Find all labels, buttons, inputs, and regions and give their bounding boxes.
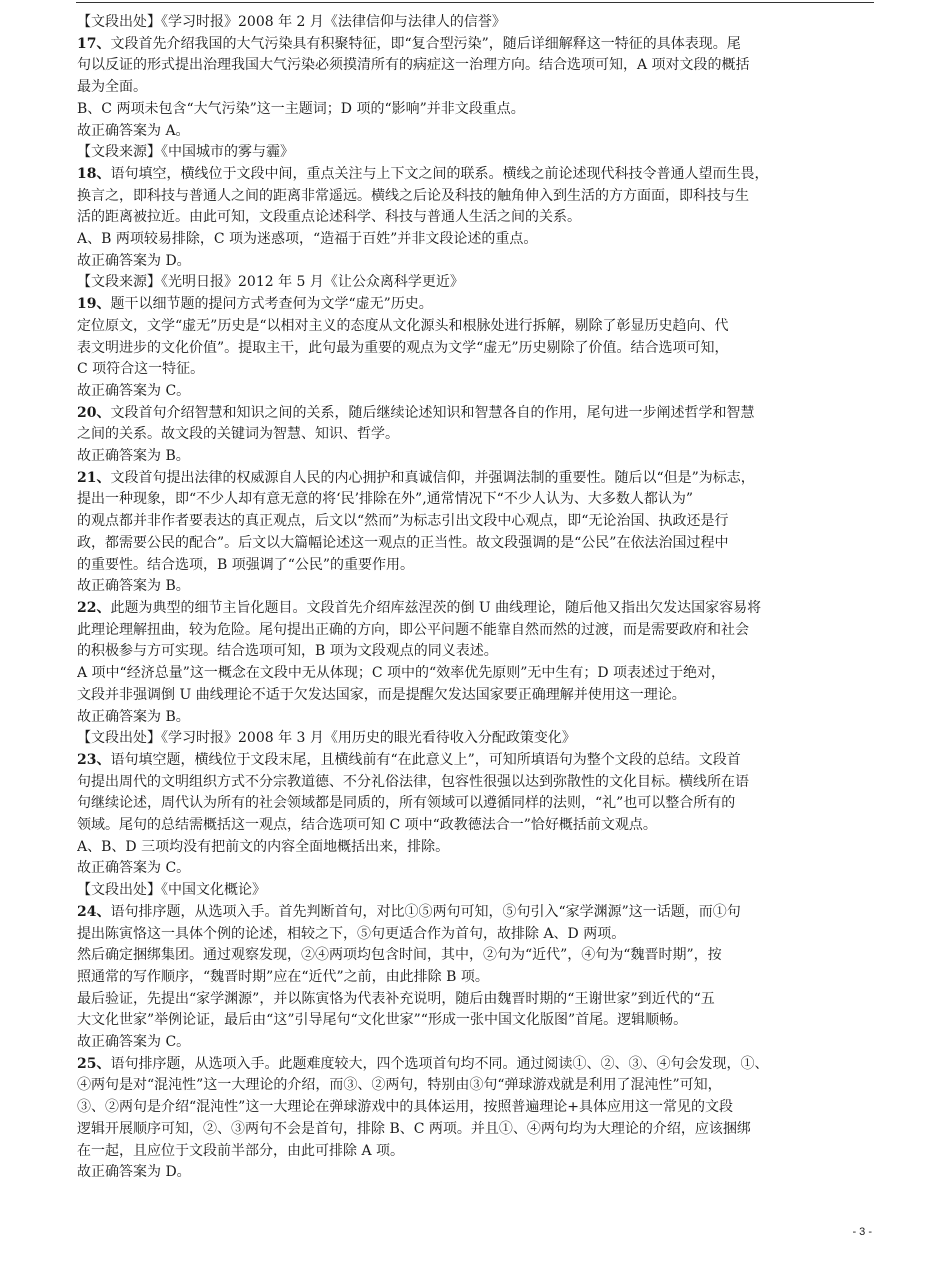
question-number: 22、: [77, 599, 111, 616]
text-line: 【文段来源】《光明日报》2012 年 5 月《让公众离科学更近》: [77, 274, 464, 291]
text-line: [77, 294, 875, 316]
text-line: [77, 164, 875, 186]
text-line: A 项中“经济总量”这一概念在文段中无从体现；C 项中的“效率优先原则”无中生有；D 项表述过于绝对，: [77, 665, 726, 682]
answer-explanations: [77, 12, 875, 1184]
line-text: 文段首句提出法律的权威源自人民的内心拥护和真诚信仰，并强调法制的重要性。随后以“但是”为标志，: [110, 469, 755, 486]
text-line: 之间的关系。故文段的关键词为智慧、知识、哲学。: [77, 426, 399, 443]
text-line: ③、②两句是介绍“混沌性”这一大理论在弹球游戏中的具体运用，按照普遍理论+具体应用这一常见的文段: [77, 1099, 734, 1116]
line-text: 此题为典型的细节主旨化题目。文段首先介绍库兹涅茨的倒 U 曲线理论，随后他又指出欠发达国家容易将: [110, 599, 762, 616]
text-line: 提出陈寅恪这一具体个例的论述，相较之下，⑤句更适合作为首句，故排除 A、D 两项。: [77, 925, 626, 942]
text-line: 换言之，即科技与普通人之间的距离非常遥远。横线之后论及科技的触角伸入到生活的方方面面，即科技与生: [77, 187, 749, 204]
line-text: 题干以细节题的提问方式考查何为文学“虚无”历史。: [110, 296, 433, 313]
text-line: 最后验证，先提出“家学渊源”，并以陈寅恪为代表补充说明，随后由魏晋时期的“王谢世家”到近代的“五: [77, 990, 715, 1007]
text-line: [77, 750, 875, 772]
text-line: 【文段来源】《中国城市的雾与霾》: [77, 144, 294, 161]
page-number: - 3 -: [852, 1226, 872, 1238]
question-number: 19、: [77, 296, 111, 313]
text-line: 故正确答案为 C。: [77, 1034, 191, 1051]
text-line: 然后确定捆绑集团。通过观察发现，②④两项均包含时间，其中，②句为“近代”，④句为“魏晋时期”，按: [77, 947, 722, 964]
text-line: [77, 403, 875, 425]
text-line: A、B 两项较易排除，C 项为迷惑项，“造福于百姓”并非文段论述的重点。: [77, 231, 538, 248]
text-line: 故正确答案为 D。: [77, 1164, 191, 1181]
text-line: 领域。尾句的总结需概括这一观点，结合选项可知 C 项中“政教德法合一”恰好概括前文观点。: [77, 817, 657, 834]
question-number: 24、: [77, 903, 111, 920]
text-line: 定位原文，文学“虚无”历史是“以相对主义的态度从文化源头和根脉处进行拆解，剔除了彰显历史趋向、代: [77, 317, 729, 334]
text-line: 故正确答案为 B。: [77, 578, 190, 595]
text-line: 句继续论述，周代认为所有的社会领域都是同质的，所有领域可以遵循同样的法则，“礼”也可以整合所有的: [77, 795, 736, 812]
text-line: 提出一种现象，即“不少人却有意无意的将‘民’排除在外”,通常情况下“不少人认为、大多数人都认为”: [77, 491, 693, 508]
text-line: 故正确答案为 A。: [77, 122, 190, 139]
text-line: 【文段出处】《学习时报》2008 年 2 月《法律信仰与法律人的信誉》: [77, 14, 506, 30]
text-line: 大文化世家”举例论证，最后由“这”引导尾句“文化世家”“形成一张中国文化版图”首尾。逻辑顺畅。: [77, 1012, 688, 1029]
text-line: C 项符合这一特征。: [77, 361, 205, 378]
text-line: 【文段出处】《中国文化概论》: [77, 882, 266, 899]
text-line: 故正确答案为 B。: [77, 708, 190, 725]
text-line: 【文段出处】《学习时报》2008 年 3 月《用历史的眼光看待收入分配政策变化》: [77, 730, 576, 747]
text-line: 故正确答案为 D。: [77, 252, 191, 269]
text-line: 故正确答案为 C。: [77, 860, 191, 877]
text-line: 照通常的写作顺序，“魏晋时期”应在“近代”之前，由此排除 B 项。: [77, 968, 489, 985]
text-line: [77, 598, 875, 620]
line-text: 语句排序题，从选项入手。首先判断首句，对比①⑤两句可知，⑤句引入“家学渊源”这一话题，而①句: [110, 903, 741, 920]
header-rule: [76, 2, 874, 3]
question-number: 20、: [77, 404, 111, 421]
line-text: 语句填空题，横线位于文段末尾，且横线前有“在此意义上”，可知所填语句为整个文段的总结。文段首: [110, 751, 741, 768]
question-number: 25、: [77, 1055, 111, 1072]
text-line: 文段并非强调倒 U 曲线理论不适于欠发达国家，而是提醒欠发达国家要正确理解并使用这一理论。: [77, 686, 686, 703]
line-text: 语句填空，横线位于文段中间，重点关注与上下文之间的联系。横线之前论述现代科技令普通人望而生畏，: [110, 165, 769, 182]
text-line: 政，都需要公民的配合”。后文以大篇幅论述这一观点的正当性。故文段强调的是“公民”在依法治国过程中: [77, 534, 729, 551]
text-line: A、B、D 三项均没有把前文的内容全面地概括出来，排除。: [77, 838, 450, 855]
text-line: 的观点都并非作者要表达的真正观点，后文以“然而”为标志引出文段中心观点，即“无论治国、执政还是行: [77, 513, 729, 530]
text-line: 此理论理解扭曲，较为危险。尾句提出正确的方向，即公平问题不能靠自然而然的过渡，而是需要政府和社会: [77, 621, 749, 638]
text-line: B、C 两项未包含“大气污染”这一主题词；D 项的“影响”并非文段重点。: [77, 100, 525, 117]
text-line: 逻辑开展顺序可知，②、③两句不会是首句，排除 B、C 两项。并且①、④两句均为大理论的介绍，应该捆绑: [77, 1120, 751, 1137]
line-text: 文段首先介绍我国的大气污染具有积聚特征，即“复合型污染”，随后详细解释这一特征的具体表现。尾: [110, 35, 741, 52]
text-line: ④两句是对“混沌性”这一大理论的介绍，而③、②两句，特别由③句“弹球游戏就是利用了混沌性”可知，: [77, 1077, 722, 1094]
question-number: 23、: [77, 751, 111, 768]
question-number: 21、: [77, 469, 111, 486]
text-line: 句以反证的形式提出治理我国大气污染必须摸清所有的病症这一治理方向。结合选项可知，A 项对文段的概括: [77, 57, 750, 74]
text-line: [77, 1054, 875, 1076]
text-line: 句提出周代的文明组织方式不分宗教道德、不分礼俗法律，包容性很强以达到弥散性的文化目标。横线所在语: [77, 773, 749, 790]
text-line: 最为全面。: [77, 79, 147, 96]
text-line: 故正确答案为 B。: [77, 448, 190, 465]
question-number: 17、: [77, 35, 111, 52]
text-line: 故正确答案为 C。: [77, 382, 191, 399]
text-line: 的重要性。结合选项，B 项强调了“公民”的重要作用。: [77, 556, 415, 573]
line-text: 语句排序题，从选项入手。此题难度较大，四个选项首句均不同。通过阅读①、②、③、④句会发现，①、: [110, 1055, 769, 1072]
text-line: [77, 902, 875, 924]
text-line: 的积极参与方可实现。结合选项可知，B 项为文段观点的同义表述。: [77, 643, 498, 660]
text-line: [77, 468, 875, 490]
text-line: 表文明进步的文化价值”。提取主干，此句最为重要的观点为文学“虚无”历史剔除了价值。结合选项可知，: [77, 339, 729, 356]
question-number: 18、: [77, 165, 111, 182]
text-line: 活的距离被拉近。由此可知，文段重点论述科学、科技与普通人生活之间的关系。: [77, 209, 581, 226]
text-line: [77, 34, 875, 56]
text-line: 在一起，且应位于文段前半部分，由此可排除 A 项。: [77, 1142, 405, 1159]
line-text: 文段首句介绍智慧和知识之间的关系，随后继续论述知识和智慧各自的作用，尾句进一步阐述哲学和智慧: [110, 404, 755, 421]
